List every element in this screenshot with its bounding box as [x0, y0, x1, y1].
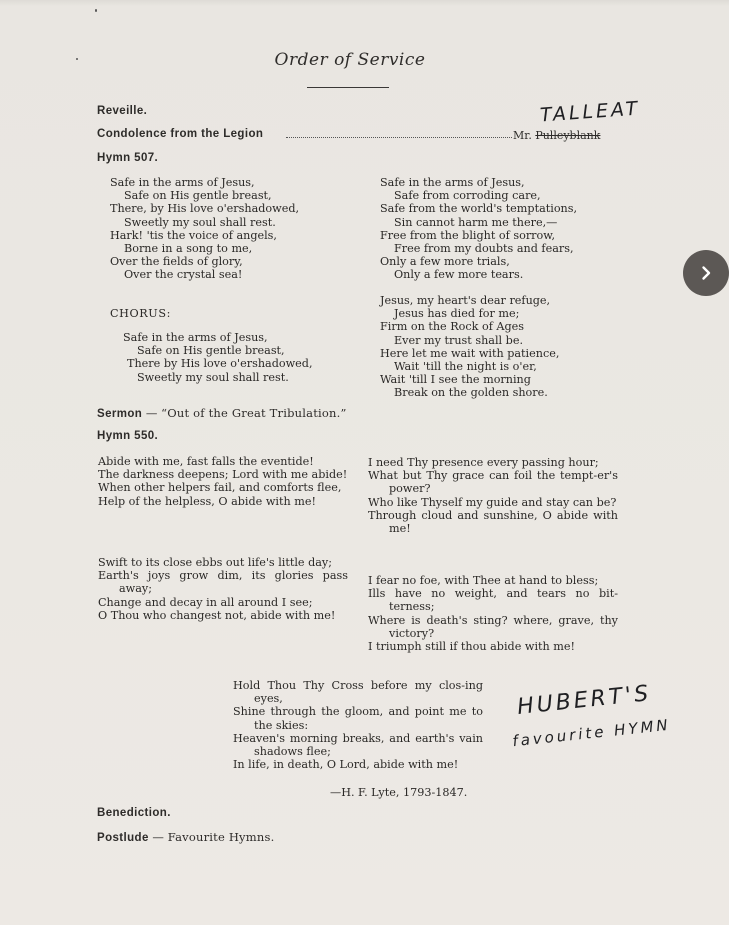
verse-line: Shine through the gloom, and point me to the skies: — [233, 705, 483, 732]
verse-line: Through cloud and sunshine, O abide with me! — [368, 508, 618, 536]
verse-line: I fear no foe, with Thee at hand to bless; — [368, 574, 599, 587]
speaker-prefix: Mr. — [513, 129, 532, 142]
hymn550-verse-4 — [368, 574, 618, 653]
verse-line: O Thou who changest not, abide with me! — [98, 608, 336, 622]
verse-line: Jesus has died for me; — [394, 307, 520, 321]
hymn507-verse-2 — [380, 176, 577, 282]
item-benediction: Benediction. — [97, 807, 171, 819]
verse-line: Free from my doubts and fears, — [394, 242, 574, 256]
verse-line: Sweetly my soul shall rest. — [137, 370, 289, 384]
verse-line: Safe in the arms of Jesus, — [123, 331, 268, 344]
verse-line: Hold Thou Thy Cross before my clos-ing eyes, — [233, 679, 483, 706]
hymn507-chorus — [123, 331, 313, 384]
verse-line: What but Thy grace can foil the tempt-er's power? — [368, 469, 618, 496]
sermon-label: Sermon — [97, 408, 143, 420]
item-postlude — [97, 830, 274, 844]
verse-line: Heaven's morning breaks, and earth's vain shadows flee; — [233, 731, 483, 759]
verse-line: Who like Thyself my guide and stay can be? — [368, 495, 617, 509]
verse-line: Over the crystal sea! — [124, 268, 243, 282]
verse-line: Ever my trust shall be. — [394, 333, 524, 347]
verse-line: Safe from corroding care, — [394, 189, 541, 203]
verse-line: Safe on His gentle breast, — [137, 344, 285, 358]
verse-line: Free from the blight of sorrow, — [380, 228, 556, 242]
postlude-label: Postlude — [97, 832, 149, 844]
condolence-speaker — [513, 129, 600, 142]
item-hymn-550: Hymn 550. — [97, 430, 159, 442]
paper-speck — [95, 9, 97, 12]
verse-line: The darkness deepens; Lord with me abide! — [98, 468, 348, 482]
dot-leader — [286, 137, 512, 138]
verse-line: Help of the helpless, O abide with me! — [98, 494, 316, 508]
verse-line: Only a few more trials, — [380, 255, 510, 269]
verse-line: When other helpers fail, and comforts flee, — [98, 481, 342, 495]
hymn550-verse-2 — [98, 556, 348, 622]
chevron-right-icon — [698, 265, 714, 281]
item-condolence: Condolence from the Legion — [97, 128, 264, 140]
handwritten-note-line-1: HUBERT'S — [516, 681, 653, 720]
verse-line: Swift to its close ebbs out life's little day; — [98, 556, 333, 569]
verse-line: I need Thy presence every passing hour; — [368, 456, 599, 469]
verse-line: Safe in the arms of Jesus, — [380, 176, 525, 189]
verse-line: Sin cannot harm me there,— — [394, 215, 558, 229]
verse-line: Ills have no weight, and tears no bit-terness; — [368, 587, 618, 614]
verse-line: Borne in a song to me, — [124, 242, 253, 256]
verse-line: Wait 'till the night is o'er, — [394, 360, 537, 374]
item-hymn-507: Hymn 507. — [97, 152, 159, 164]
verse-line: Sweetly my soul shall rest. — [124, 215, 276, 229]
verse-line: Jesus, my heart's dear refuge, — [380, 294, 551, 307]
chorus-label: CHORUS: — [110, 307, 171, 320]
hymn507-verse-3 — [380, 294, 559, 400]
handwritten-note-line-2: favourite HYMN — [511, 715, 672, 751]
hymn550-verse-1 — [98, 455, 348, 508]
verse-line: In life, in death, O Lord, abide with me! — [233, 758, 459, 772]
hymn-attribution: —H. F. Lyte, 1793-1847. — [330, 786, 468, 799]
verse-line: Safe in the arms of Jesus, — [110, 176, 255, 189]
document-title: Order of Service — [274, 50, 426, 70]
postlude-dash: — — [152, 830, 165, 844]
verse-line: Change and decay in all around I see; — [98, 595, 313, 609]
hymn507-verse-1 — [110, 176, 299, 282]
item-sermon — [97, 406, 347, 420]
sermon-dash: — — [145, 406, 158, 420]
verse-line: Abide with me, fast falls the eventide! — [98, 455, 314, 468]
verse-line: Here let me wait with patience, — [380, 346, 560, 360]
verse-line: Firm on the Rock of Ages — [380, 320, 525, 334]
verse-line: Wait 'till I see the morning — [380, 373, 531, 387]
title-divider — [307, 87, 389, 88]
verse-line: Over the fields of glory, — [110, 255, 243, 269]
verse-line: Only a few more tears. — [394, 268, 524, 282]
verse-line: Safe on His gentle breast, — [124, 189, 272, 203]
verse-line: Where is death's sting? where, grave, thy victory? — [368, 613, 618, 640]
hymn550-verse-5 — [233, 679, 483, 771]
sermon-title: “Out of the Great Tribulation.” — [161, 406, 347, 420]
next-page-button[interactable] — [683, 250, 729, 296]
speaker-struck-name: Pulleyblank — [535, 129, 601, 142]
verse-line: I triumph still if thou abide with me! — [368, 640, 576, 654]
verse-line: Earth's joys grow dim, its glories pass away; — [98, 569, 348, 596]
verse-line: Break on the golden shore. — [394, 386, 548, 400]
hymn550-verse-3 — [368, 456, 618, 535]
verse-line: There by His love o'ershadowed, — [127, 357, 313, 371]
verse-line: There, by His love o'ershadowed, — [110, 202, 300, 216]
item-reveille: Reveille. — [97, 105, 148, 117]
verse-line: Hark! 'tis the voice of angels, — [110, 228, 277, 242]
postlude-text: Favourite Hymns. — [167, 830, 275, 844]
verse-line: Safe from the world's temptations, — [380, 202, 578, 216]
handwritten-correction: TALLEAT — [539, 97, 641, 127]
